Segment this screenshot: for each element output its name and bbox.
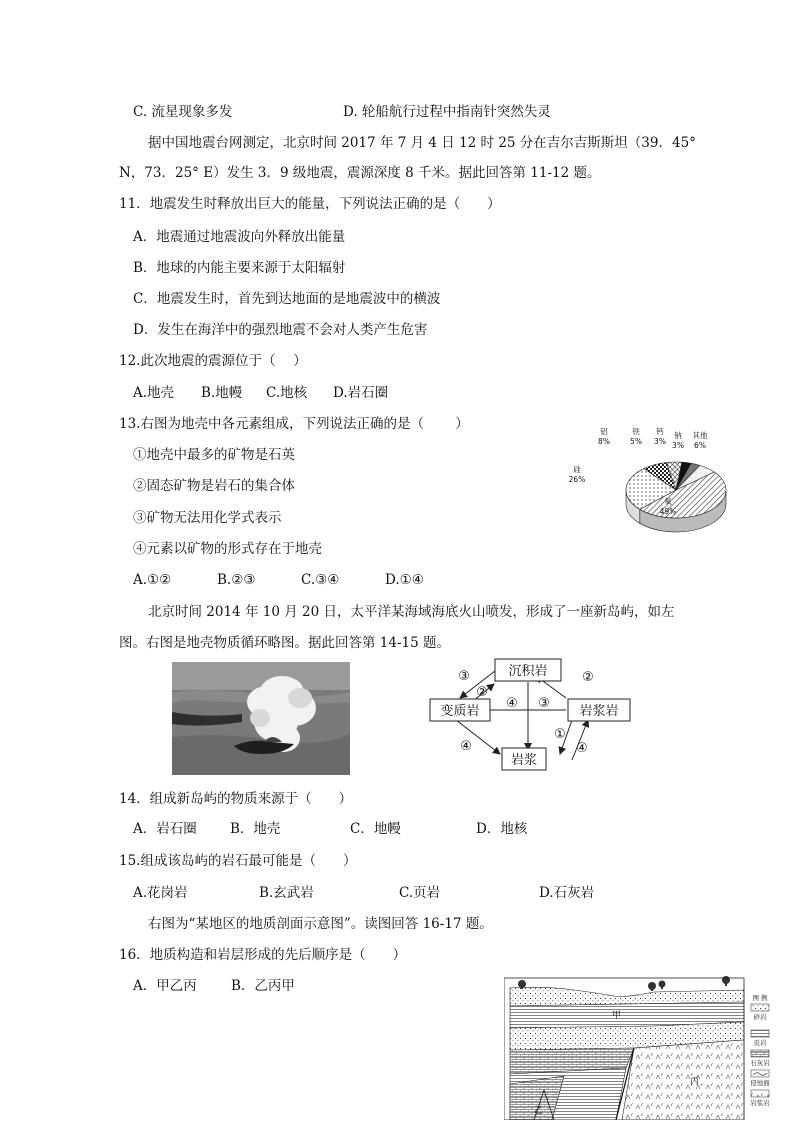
legend-label-shale: 页岩 — [753, 1039, 767, 1047]
legend-label-magmatic: 岩浆岩 — [750, 1099, 770, 1107]
q10-option-d: D. 轮船航行过程中指南针突然失灵 — [343, 104, 551, 120]
legend-swatch-shale — [751, 1030, 769, 1037]
q12-option-b: B.地幔 — [201, 385, 243, 401]
quake-intro-line1: 据中国地震台网测定，北京时间 2017 年 7 月 4 日 12 时 25 分在吉尔吉斯斯坦（39．45° — [148, 135, 696, 151]
arrow-label-3b: ③ — [538, 696, 550, 711]
q14-option-a: A．岩石圈 — [133, 821, 197, 837]
magma-label: 岩浆 — [510, 753, 538, 768]
q14-option-c: C．地幔 — [350, 821, 401, 837]
legend-swatch-sandstone — [751, 1004, 769, 1011]
pie-label-其他: 其他 — [692, 431, 708, 440]
legend-title: 图 例 — [752, 994, 768, 1002]
q16-option-b: B．乙丙甲 — [231, 978, 295, 994]
q12-options — [133, 384, 388, 402]
pie-label-钠: 钠 — [674, 431, 682, 440]
arrow-label-2a: ② — [476, 685, 488, 700]
pie-value-氧: 49% — [659, 507, 677, 516]
legend-swatch-magmatic — [751, 1090, 769, 1097]
legend-label-sandstone: 砂岩 — [753, 1013, 767, 1021]
q13-statement-2: ②固态矿物是岩石的集合体 — [133, 478, 295, 494]
island-intro-line1: 北京时间 2014 年 10 月 20 日，太平洋某海域海底火山喷发，形成了一座新岛屿，如左 — [148, 604, 675, 620]
profile-label-jia: 甲 — [612, 1011, 622, 1021]
q13-option-c: C.③④ — [301, 572, 340, 588]
q12-option-d: D.岩石圈 — [333, 385, 389, 401]
q15-option-b: B.玄武岩 — [259, 885, 314, 901]
pie-label-铁: 铁 — [632, 427, 640, 436]
q11-option-a: A．地震通过地震波向外释放出能量 — [133, 229, 346, 245]
profile-label-yi: 乙 — [534, 1106, 544, 1116]
geo-intro: 右图为“某地区的地质剖面示意图”。读图回答 16-17 题。 — [148, 916, 493, 932]
pie-value-其他: 6% — [694, 441, 706, 450]
q11-stem: 11．地震发生时释放出巨大的能量，下列说法正确的是（ ） — [119, 196, 501, 212]
q12-option-c: C.地核 — [266, 385, 308, 401]
q13-stem: 13.右图为地壳中各元素组成，下列说法正确的是（ ） — [119, 416, 469, 432]
geological-profile-diagram — [504, 972, 776, 1120]
q12-stem: 12.此次地震的震源位于（ ） — [119, 353, 307, 369]
pie-label-钙: 钙 — [656, 427, 664, 436]
q13-option-a: A.①② — [133, 572, 172, 588]
q14-options — [133, 820, 527, 838]
arrow-label-1: ① — [554, 727, 566, 742]
q13-statement-1: ①地壳中最多的矿物是石英 — [133, 447, 295, 463]
q11-option-d: D．发生在海洋中的强烈地震不会对人类产生危害 — [133, 322, 428, 338]
q10-option-c: C. 流星现象多发 — [133, 104, 233, 120]
legend-swatch-limestone — [751, 1050, 769, 1057]
igneous-label: 岩浆岩 — [579, 704, 619, 719]
pie-label-硅: 硅 — [573, 465, 581, 474]
q13-option-d: D.①④ — [385, 572, 424, 588]
arrow-label-4c: ④ — [576, 741, 588, 756]
q14-option-b: B．地壳 — [230, 821, 281, 837]
arrow-label-4a: ④ — [506, 696, 518, 711]
q10-options — [133, 103, 551, 121]
q16-option-a: A．甲乙丙 — [133, 978, 197, 994]
island-intro-line2: 图。右图是地壳物质循环略图。据此回答第 14-15 题。 — [119, 635, 450, 651]
q16-stem: 16．地质构造和岩层形成的先后顺序是（ ） — [119, 947, 407, 963]
q13-options — [133, 571, 424, 589]
q15-option-d: D.石灰岩 — [539, 885, 595, 901]
arrow-label-3a: ③ — [458, 669, 470, 684]
q15-options — [133, 884, 594, 902]
rock-cycle-diagram — [420, 654, 640, 772]
q11-option-b: B．地球的内能主要来源于太阳辐射 — [133, 260, 346, 276]
pie-value-钙: 3% — [654, 437, 666, 446]
arrow-label-4b: ④ — [460, 739, 472, 754]
q11-option-c: C．地震发生时，首先到达地面的是地震波中的横波 — [133, 291, 441, 307]
pie-value-铁: 5% — [630, 437, 642, 446]
legend-label-erosion: 侵蚀面 — [750, 1079, 770, 1087]
profile-label-bing: 丙 — [690, 1077, 700, 1087]
quake-intro-line2: N，73．25° E）发生 3．9 级地震，震源深度 8 千米。据此回答第 11-12 题。 — [119, 165, 601, 181]
pie-value-硅: 26% — [568, 475, 586, 484]
metamorphic-label: 变质岩 — [440, 704, 480, 719]
q13-option-b: B.②③ — [217, 572, 256, 588]
q16-options — [133, 977, 295, 995]
q15-option-a: A.花岗岩 — [133, 885, 188, 901]
q14-stem: 14．组成新岛屿的物质来源于（ ） — [119, 791, 353, 807]
arrow-label-2b: ② — [582, 670, 594, 685]
pie-value-钠: 3% — [672, 441, 684, 450]
q15-stem: 15.组成该岛屿的岩石最可能是（ ） — [119, 853, 357, 869]
q13-statement-4: ④元素以矿物的形式存在于地壳 — [133, 541, 322, 557]
q12-option-a: A.地壳 — [133, 385, 175, 401]
volcanic-island-photo — [172, 662, 350, 775]
pie-label-氧: 氧 — [664, 497, 672, 506]
legend-label-limestone: 石灰岩 — [750, 1059, 770, 1067]
crust-element-pie-chart — [540, 422, 740, 572]
pie-label-铝: 铝 — [600, 427, 608, 436]
q15-option-c: C.页岩 — [399, 885, 441, 901]
pie-value-铝: 8% — [598, 437, 610, 446]
q14-option-d: D．地核 — [476, 821, 528, 837]
q13-statement-3: ③矿物无法用化学式表示 — [133, 510, 282, 526]
sedimentary-label: 沉积岩 — [508, 664, 548, 679]
